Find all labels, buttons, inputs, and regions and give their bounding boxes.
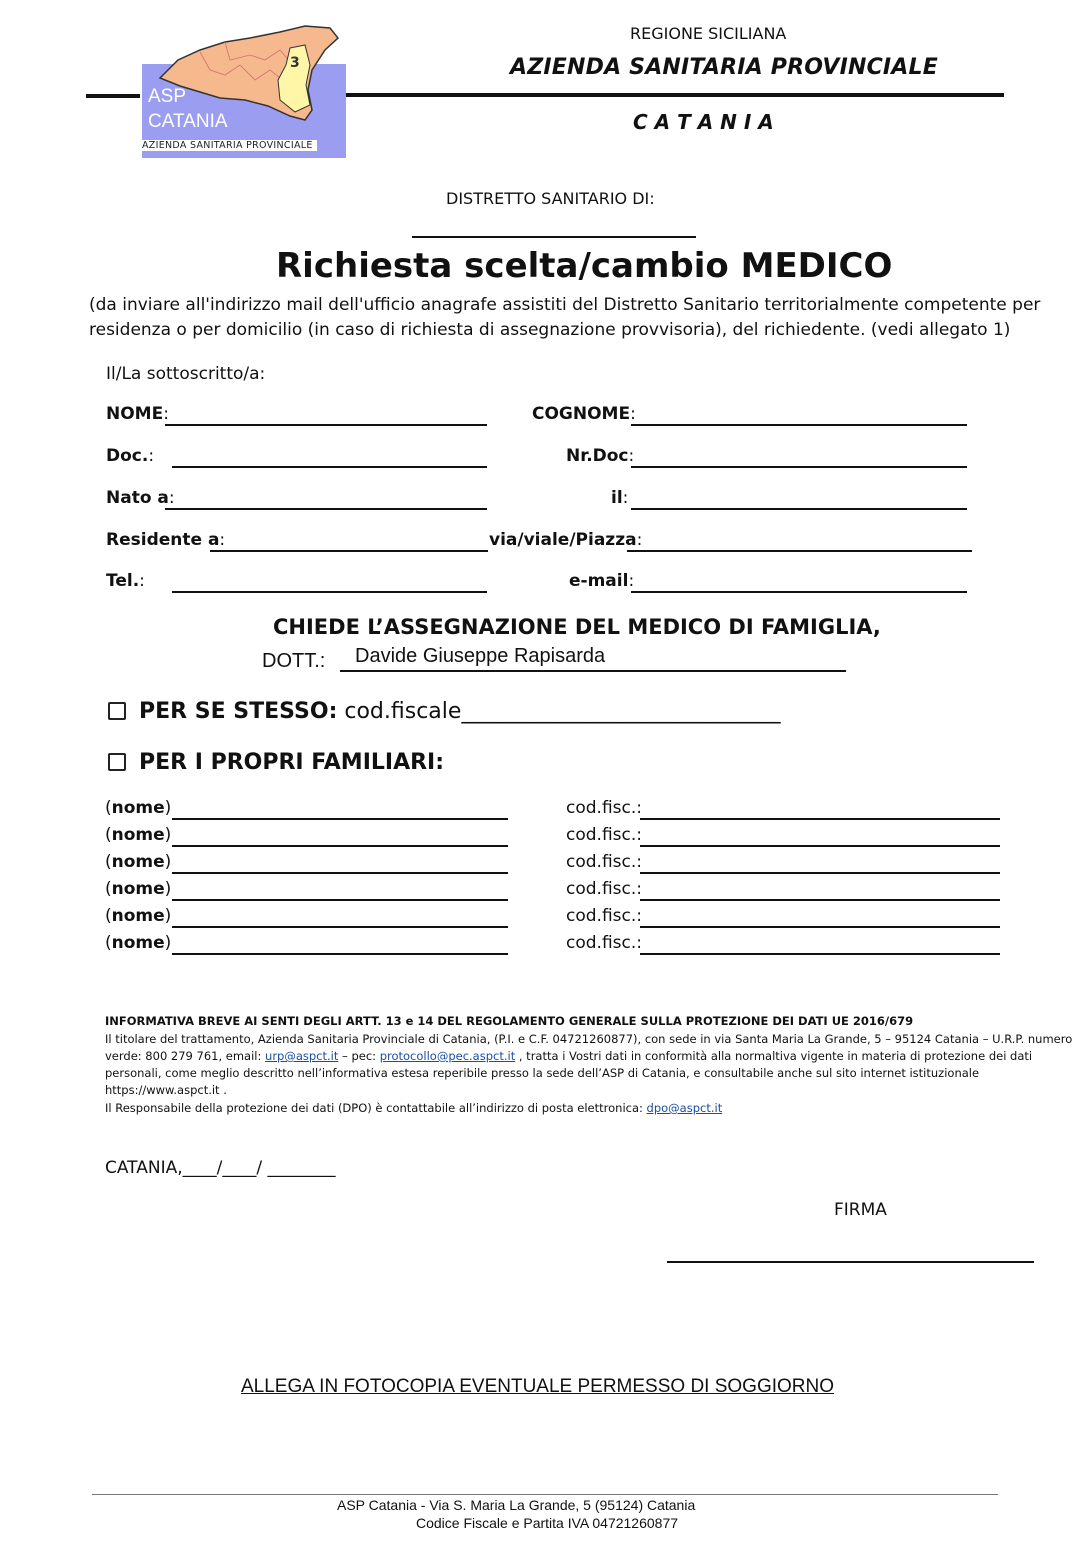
family-cf-field[interactable] <box>640 926 1000 928</box>
tel-field[interactable] <box>172 591 487 593</box>
logo-text-asp: ASP <box>148 86 187 107</box>
request-heading: CHIEDE L’ASSEGNAZIONE DEL MEDICO DI FAMIGLIA, <box>273 615 881 639</box>
family-cf-label: cod.fisc.: <box>566 879 642 899</box>
district-label: DISTRETTO SANITARIO DI: <box>446 189 655 208</box>
dott-label: DOTT.: <box>262 650 326 672</box>
family-nome-field[interactable] <box>172 818 508 820</box>
region-title: REGIONE SICILIANA <box>630 24 787 43</box>
dpo-email-link[interactable]: dpo@aspct.it <box>646 1101 723 1115</box>
tel-label: Tel.: <box>106 571 145 591</box>
footer-rule <box>92 1494 998 1495</box>
privacy-line-5: Il Responsabile della protezione dei dati (DPO) è contattabile all’indirizzo di posta elettronica: dpo@aspct.it <box>105 1101 723 1115</box>
family-nome-label: (nome) <box>105 798 172 818</box>
via-label: via/viale/Piazza: <box>489 530 643 550</box>
family-checkbox[interactable] <box>108 753 126 771</box>
subtitle-line-2: residenza o per domicilio (in caso di richiesta di assegnazione provvisoria), del richiedente. (vedi allegato 1) <box>89 320 1011 340</box>
nrdoc-label: Nr.Doc: <box>566 446 635 466</box>
family-option <box>108 750 444 775</box>
family-cf-field[interactable] <box>640 818 1000 820</box>
family-nome-label: (nome) <box>105 879 172 899</box>
doctor-name-value[interactable]: Davide Giuseppe Rapisarda <box>355 645 606 667</box>
birthdate-field[interactable] <box>631 508 967 510</box>
email-field[interactable] <box>631 591 967 593</box>
urp-email-link[interactable]: urp@aspct.it <box>265 1049 339 1063</box>
subtitle-line-1: (da inviare all'indirizzo mail dell'ufficio anagrafe assistiti del Distretto Sanitario territorialmente competente per <box>89 295 1041 315</box>
family-cf-label: cod.fisc.: <box>566 825 642 845</box>
self-checkbox[interactable] <box>108 702 126 720</box>
attachment-note: ALLEGA IN FOTOCOPIA EVENTUALE PERMESSO DI SOGGIORNO <box>241 1376 835 1397</box>
nrdoc-field[interactable] <box>631 466 967 468</box>
family-nome-field[interactable] <box>172 872 508 874</box>
privacy-line-1: Il titolare del trattamento, Azienda Sanitaria Provinciale di Catania, (P.I. e C.F. 04721260877), con sede in via Santa Maria La Grande, 5 – 95124 Catania – U.R.P. numero <box>105 1032 1073 1046</box>
footer-tax-code: Codice Fiscale e Partita IVA 04721260877 <box>416 1515 679 1531</box>
district-number: 3 <box>290 55 300 71</box>
footer-address: ASP Catania - Via S. Maria La Grande, 5 (95124) Catania <box>337 1497 696 1513</box>
cognome-field[interactable] <box>631 424 967 426</box>
family-nome-label: (nome) <box>105 852 172 872</box>
family-nome-label: (nome) <box>105 906 172 926</box>
residente-label: Residente a: <box>106 530 226 550</box>
logo-subtitle: AZIENDA SANITARIA PROVINCIALE <box>142 140 317 151</box>
family-cf-field[interactable] <box>640 899 1000 901</box>
family-cf-field[interactable] <box>640 953 1000 955</box>
nato-field[interactable] <box>165 508 487 510</box>
family-nome-field[interactable] <box>172 845 508 847</box>
il-label: il: <box>611 488 629 508</box>
family-cf-label: cod.fisc.: <box>566 852 642 872</box>
family-nome-field[interactable] <box>172 926 508 928</box>
signature-label: FIRMA <box>834 1200 887 1220</box>
undersigned-label: Il/La sottoscritto/a: <box>106 364 266 384</box>
nome-label: NOME: <box>106 404 169 424</box>
district-underline <box>412 236 696 238</box>
family-cf-field[interactable] <box>640 845 1000 847</box>
family-cf-field[interactable] <box>640 872 1000 874</box>
cognome-label: COGNOME: <box>532 404 636 424</box>
asp-catania-logo <box>140 20 350 155</box>
family-cf-label: cod.fisc.: <box>566 906 642 926</box>
header-rule-left <box>86 94 140 98</box>
family-nome-label: (nome) <box>105 933 172 953</box>
email-label: e-mail: <box>569 571 635 591</box>
family-nome-field[interactable] <box>172 953 508 955</box>
self-cf-field[interactable]: _____________________________ <box>461 699 781 724</box>
family-cf-label: cod.fisc.: <box>566 798 642 818</box>
nome-field[interactable] <box>165 424 487 426</box>
family-cf-label: cod.fisc.: <box>566 933 642 953</box>
privacy-line-2: verde: 800 279 761, email: urp@aspct.it – pec: protocollo@pec.aspct.it , tratta i Vostri dati in conformità alla normaltiva vigente in materia di protezione dei dati <box>105 1049 1033 1063</box>
logo-text-catania: CATANIA <box>148 111 228 132</box>
city-title: C A T A N I A <box>633 110 774 134</box>
privacy-line-4: https://www.aspct.it . <box>105 1083 227 1097</box>
doctor-name-underline <box>340 670 846 672</box>
residente-field[interactable] <box>210 550 488 552</box>
self-option <box>108 699 780 724</box>
signature-field[interactable] <box>667 1261 1034 1263</box>
privacy-title: INFORMATIVA BREVE AI SENTI DEGLI ARTT. 13 e 14 DEL REGOLAMENTO GENERALE SULLA PROTEZIONE DEI DATI UE 2016/679 <box>105 1014 914 1028</box>
privacy-line-3: personali, come meglio descritto nell’informativa estesa reperibile presso la sede dell’ASP di Catania, e consultabile anche sul sito internet istituzionale <box>105 1066 980 1080</box>
header-rule-right <box>346 93 1004 97</box>
doc-label: Doc.: <box>106 446 155 466</box>
family-nome-label: (nome) <box>105 825 172 845</box>
family-nome-field[interactable] <box>172 899 508 901</box>
via-field[interactable] <box>627 550 972 552</box>
azienda-title: AZIENDA SANITARIA PROVINCIALE <box>510 55 938 80</box>
self-cf-label: cod.fiscale <box>344 699 462 724</box>
pec-email-link[interactable]: protocollo@pec.aspct.it <box>379 1049 516 1063</box>
nato-label: Nato a: <box>106 488 175 508</box>
family-label: PER I PROPRI FAMILIARI: <box>139 750 445 775</box>
date-line[interactable]: CATANIA,____/____/ ________ <box>105 1158 336 1178</box>
page-title: Richiesta scelta/cambio MEDICO <box>276 246 893 286</box>
doc-field[interactable] <box>172 466 487 468</box>
self-label: PER SE STESSO: <box>139 699 338 724</box>
